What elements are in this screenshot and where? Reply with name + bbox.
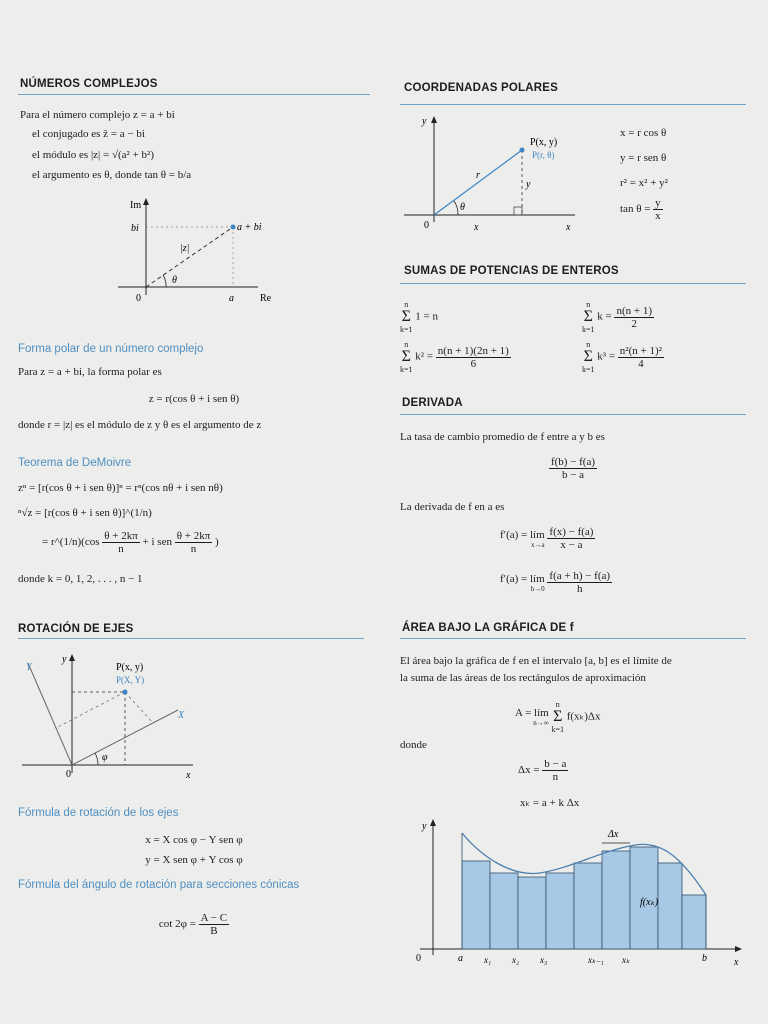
polar-point1: P(x, y): [530, 137, 558, 148]
cot-formula: [18, 912, 370, 937]
section-rule: [18, 94, 370, 95]
complex-argument: el argumento es θ, donde tan θ = b/a: [32, 169, 192, 181]
derivative-line1: La tasa de cambio promedio de f entre a y b es: [400, 431, 605, 443]
polar-eq4: tan θ = $\frac{y}{x}$: [620, 197, 661, 222]
section-rule: [400, 104, 746, 105]
complex-conjugate: el conjugado es z̄ = a − bi: [32, 128, 145, 140]
area-line2: la suma de las áreas de los rectángulos de aproximación: [400, 672, 646, 684]
polar-theta-label: θ: [460, 202, 465, 213]
riemann-x3: x₃: [540, 955, 548, 965]
rot-y-label: y: [62, 654, 67, 665]
rotation-f2: y = X sen φ + Y cos φ: [145, 854, 243, 866]
riemann-a: a: [458, 953, 463, 964]
area-donde: donde: [400, 739, 427, 751]
rot-X-label: X: [178, 710, 185, 721]
rotation-f1: x = X cos φ − Y sen φ: [145, 834, 243, 846]
rotation-diagram: [18, 648, 218, 783]
section-rule: [400, 283, 746, 284]
riemann-xk1: xₖ₋₁: [588, 955, 604, 965]
polar-eq2: y = r sen θ: [620, 152, 667, 164]
riemann-fxk-label: f(xₖ): [640, 897, 659, 908]
polar-r-label: r: [476, 170, 480, 181]
polar-yy-label: y: [526, 179, 531, 190]
polar-y-label: y: [422, 116, 427, 127]
theta-label: θ: [172, 275, 177, 286]
subtitle-polar-form: Forma polar de un número complejo: [18, 343, 204, 355]
polar-eq1: x = r cos θ: [620, 127, 667, 139]
subtitle-rotation-formula: Fórmula de rotación de los ejes: [18, 807, 179, 819]
f3-frac1: $\frac{\theta + 2k\pi}{n}$: [104, 530, 138, 555]
sum-3: n Σ k=1 k² = $\frac{n(n + 1)(2n + 1)}{6}$: [400, 340, 509, 374]
rot-point1: P(x, y): [116, 662, 144, 673]
a-label: a: [229, 293, 234, 304]
im-axis-label: Im: [130, 200, 142, 211]
complex-modulus: el módulo es |z| = √(a² + b²): [32, 149, 154, 161]
sum-2: n Σ k=1 k = $\frac{n(n + 1)}{2}$: [582, 300, 653, 334]
derivative-f2: f′(a) = lím h→0 $\frac{f(a + h) - f(a)}{h}$: [500, 570, 611, 595]
demoivre-f2: ⁿ√z = [r(cos θ + i sen θ)]^(1/n): [18, 507, 152, 519]
polar-form-line1: Para z = a + bi, la forma polar es: [18, 366, 162, 378]
polar-xx-label: x: [474, 222, 479, 233]
section-title-derivative: DERIVADA: [402, 397, 463, 409]
rot-phi: φ: [102, 752, 108, 763]
rot-x-label: x: [186, 770, 191, 781]
demoivre-f4: donde k = 0, 1, 2, . . . , n − 1: [18, 573, 143, 585]
riemann-xk: xₖ: [622, 955, 630, 965]
rot-zero: 0: [66, 769, 71, 780]
f3-frac2: $\frac{\theta + 2k\pi}{n}$: [176, 530, 211, 555]
riemann-x1: x₁: [484, 955, 492, 965]
riemann-b: b: [702, 953, 707, 964]
section-rule: [18, 638, 364, 639]
derivative-f1: f′(a) = lím x→a $\frac{f(x) - f(a)}{x - a}$: [500, 526, 594, 551]
cot-lhs: cot 2φ =: [158, 918, 196, 931]
section-title-rotation: ROTACIÓN DE EJES: [18, 623, 134, 635]
dx-formula: Δx = $\frac{b - a}{n}$: [518, 758, 567, 783]
area-line1: El área bajo la gráfica de f en el intervalo [a, b] es el límite de: [400, 655, 672, 667]
xk-formula: xₖ = a + k Δx: [520, 797, 580, 809]
re-axis-label: Re: [260, 293, 272, 304]
section-rule: [400, 638, 746, 639]
complex-line1: Para el número complejo z = a + bi: [20, 109, 175, 121]
area-formula: A = lím n→∞ n Σ k=1 f(xₖ)Δx: [515, 700, 601, 734]
riemann-x-label: x: [734, 957, 739, 968]
subtitle-demoivre: Teorema de DeMoivre: [18, 457, 132, 469]
rot-point2: P(X, Y): [116, 675, 145, 685]
sum-4: n Σ k=1 k³ = $\frac{\text{n²(n + 1)²}}{4}$: [582, 340, 662, 374]
f3-part-c: ): [215, 536, 219, 549]
riemann-sum-diagram: [400, 815, 748, 975]
f3-part-a: = r^(1/n)(cos: [42, 536, 100, 549]
riemann-zero: 0: [416, 953, 421, 964]
polar-point2: P(r, θ): [532, 150, 555, 160]
riemann-dx-label: Δx: [608, 829, 619, 840]
riemann-x2: x₂: [512, 955, 520, 965]
polar-form-formula: z = r(cos θ + i sen θ): [148, 393, 240, 405]
polar-zero: 0: [424, 220, 429, 231]
origin-label: 0: [136, 293, 141, 304]
modulus-label: |z|: [180, 243, 190, 254]
section-rule: [400, 414, 746, 415]
derivative-line2: La derivada de f en a es: [400, 501, 505, 513]
polar-diagram: [400, 110, 580, 235]
polar-eq3: r² = x² + y²: [620, 177, 668, 189]
demoivre-f1: zⁿ = [r(cos θ + i sen θ)]ⁿ = rⁿ(cos nθ + i sen nθ): [18, 482, 223, 494]
bi-label: bi: [131, 223, 139, 234]
polar-x-label: x: [566, 222, 571, 233]
riemann-y-label: y: [422, 821, 427, 832]
avg-rate-formula: $\frac{f(b) - f(a)}{b - a}$: [550, 456, 596, 481]
rot-Y-label: Y: [26, 662, 32, 673]
cot-frac: $\frac{A - C}{B}$: [200, 912, 228, 937]
section-title-area: ÁREA BAJO LA GRÁFICA DE f: [402, 622, 574, 634]
complex-plane-diagram: [108, 195, 288, 310]
f3-part-b: + i sen: [142, 536, 172, 549]
point-label: a + bi: [237, 222, 262, 233]
subtitle-rotation-angle: Fórmula del ángulo de rotación para secciones cónicas: [18, 879, 300, 891]
demoivre-f3: [42, 530, 219, 555]
sum-1: n Σ k=1 1 = n: [400, 300, 438, 334]
polar-form-line2: donde r = |z| es el módulo de z y θ es el argumento de z: [18, 419, 262, 431]
section-title-sums: SUMAS DE POTENCIAS DE ENTEROS: [404, 265, 619, 277]
section-title-complex: NÚMEROS COMPLEJOS: [20, 78, 158, 90]
section-title-polar: COORDENADAS POLARES: [404, 82, 558, 94]
